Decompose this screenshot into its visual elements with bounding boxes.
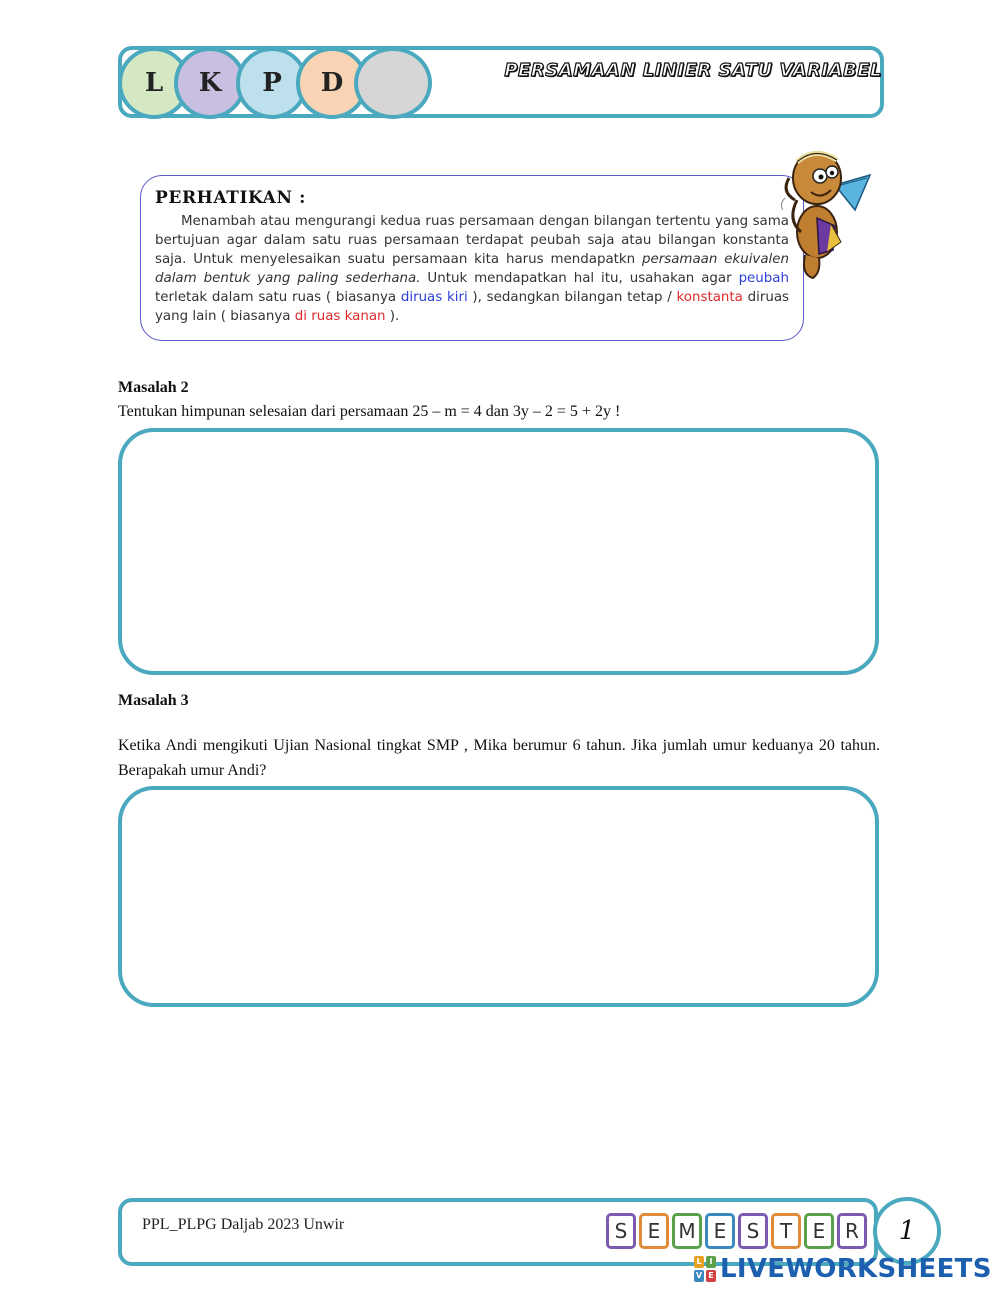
notice-text: terletak dalam satu ruas ( biasanya — [155, 290, 401, 306]
footer-text: PPL_PLPG Daljab 2023 Unwir — [142, 1216, 345, 1233]
notice-body — [155, 212, 789, 327]
semester-letter: M — [672, 1213, 702, 1249]
notice-text: Menambah atau mengurangi kedua ruas persamaan dengan bilangan tertentu yang sama bertujuan agar dalam satu ruas persamaan terdapat peubah saja atau bilangan konstanta saja. Untuk menyelesaikan suatu persamaan kita harus mendapatkn — [155, 214, 789, 268]
semester-letter: S — [606, 1213, 636, 1249]
masalah-3-answer-box[interactable] — [118, 786, 879, 1007]
masalah-3-question: Ketika Andi mengikuti Ujian Nasional tingkat SMP , Mika berumur 6 tahun. Jika jumlah umur keduanya 20 tahun. Berapakah umur Andi? — [118, 737, 880, 779]
masalah-3-label: Masalah 3 — [118, 692, 189, 709]
notice-text: ), sedangkan bilangan tetap / — [467, 290, 677, 306]
masalah-2-question: Tentukan himpunan selesaian dari persamaan 25 – m = 4 dan 3y – 2 = 5 + 2y ! — [118, 403, 621, 420]
semester-letter: E — [804, 1213, 834, 1249]
semester-letter: R — [837, 1213, 867, 1249]
notice-title: PERHATIKAN : — [155, 188, 307, 208]
keyword-di-ruas-kanan: di ruas kanan — [294, 309, 386, 325]
keyword-diruas-kiri: diruas kiri — [400, 290, 468, 306]
keyword-peubah: peubah — [738, 271, 789, 287]
notice-box — [140, 175, 804, 341]
grid-letter: V — [695, 1271, 703, 1280]
header-letter: L — [144, 68, 164, 98]
semester-letter: E — [639, 1213, 669, 1249]
notice-text: Untuk mendapatkan hal itu, usahakan agar — [420, 271, 739, 287]
header-letter: D — [320, 68, 344, 98]
header-letter: P — [262, 68, 282, 98]
liveworksheets-wordmark: LIVEWORKSHEETS — [720, 1254, 992, 1284]
page-number-text: 1 — [898, 1216, 916, 1246]
grid-letter: I — [706, 1256, 716, 1268]
notice-italic-text: persamaan ekuivalen dalam bentuk yang paling sederhana. — [155, 252, 789, 287]
header-circle-blank — [354, 47, 432, 119]
notice-text: diruas yang lain ( biasanya — [155, 290, 790, 325]
grid-letter: E — [706, 1270, 716, 1282]
header-letter: K — [198, 68, 222, 98]
grid-letter: L — [694, 1256, 704, 1268]
liveworksheets-grid-icon — [694, 1256, 716, 1282]
semester-letter: E — [705, 1213, 735, 1249]
semester-letter: T — [771, 1213, 801, 1249]
keyword-konstanta: konstanta — [676, 290, 743, 306]
liveworksheets-logo[interactable] — [694, 1254, 992, 1284]
semester-letter: S — [738, 1213, 768, 1249]
notice-text: ). — [385, 309, 400, 325]
page-title: PERSAMAAN LINIER SATU VARIABEL — [504, 60, 882, 81]
masalah-2-label: Masalah 2 — [118, 379, 189, 396]
masalah-2-answer-box[interactable] — [118, 428, 879, 675]
mascot-illustration — [775, 140, 875, 290]
